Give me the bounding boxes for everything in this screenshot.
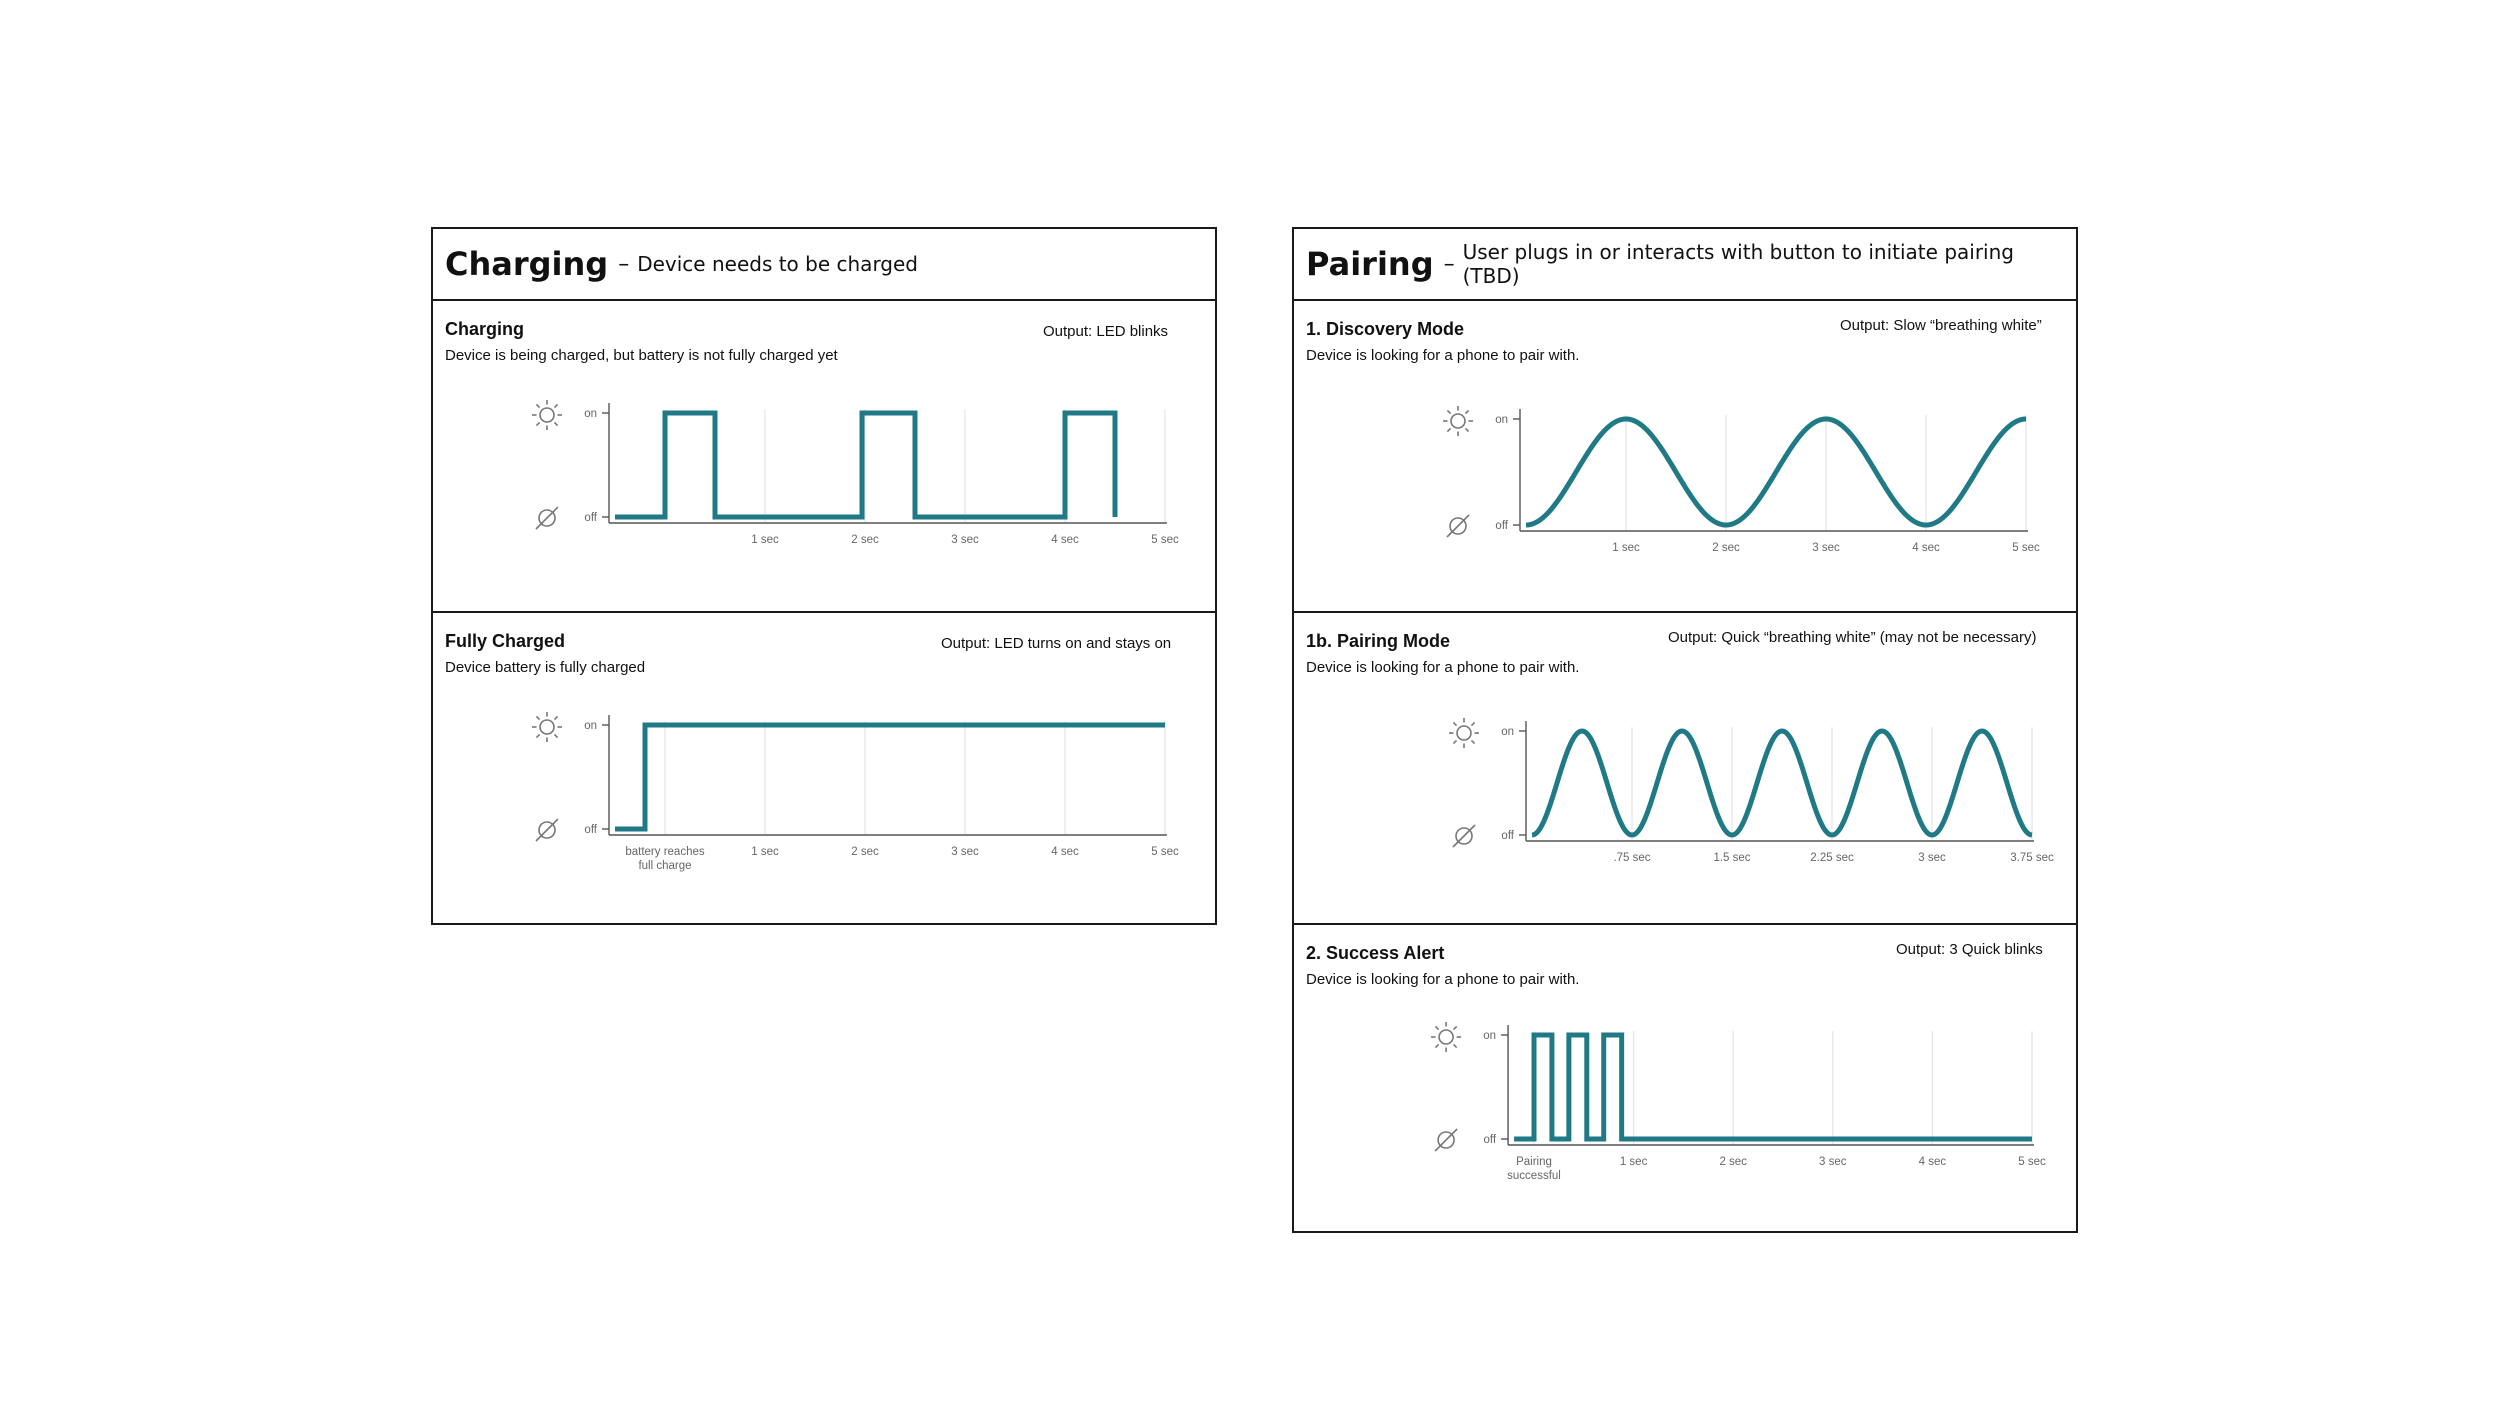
section-title: 2. Success Alert bbox=[1306, 943, 1445, 963]
pairing-mode-section bbox=[1294, 613, 2076, 925]
tick-label: successful bbox=[1507, 1170, 1561, 1182]
off-label: off bbox=[584, 824, 597, 836]
tick-label: 1 sec bbox=[751, 534, 779, 546]
tick-label: 4 sec bbox=[1051, 534, 1079, 546]
led-signal-line bbox=[1514, 1035, 2032, 1139]
tick-label: 3 sec bbox=[951, 846, 979, 858]
panel-title: Pairing bbox=[1306, 245, 1434, 283]
pairing-mode-chart bbox=[1294, 613, 2076, 923]
panel-subtitle: Device needs to be charged bbox=[637, 252, 919, 276]
success-alert-section bbox=[1294, 925, 2076, 1237]
section-description: Device is looking for a phone to pair with. bbox=[1306, 659, 1580, 676]
tick-label: 2 sec bbox=[1712, 542, 1740, 554]
section-output: Output: LED blinks bbox=[1043, 323, 1169, 340]
section-description: Device is looking for a phone to pair with. bbox=[1306, 347, 1580, 364]
tick-label: 4 sec bbox=[1912, 542, 1940, 554]
sun-icon bbox=[1431, 1022, 1461, 1052]
on-label: on bbox=[1495, 414, 1508, 426]
tick-label: .75 sec bbox=[1613, 852, 1651, 864]
sun-icon bbox=[1449, 718, 1479, 748]
charging-panel bbox=[431, 227, 1217, 925]
charging-chart bbox=[433, 301, 1215, 611]
led-signal-line bbox=[615, 725, 1165, 829]
success-alert-chart bbox=[1294, 925, 2076, 1235]
sun-icon bbox=[1443, 406, 1473, 436]
charging-panel-header bbox=[433, 229, 1215, 301]
section-output: Output: Quick “breathing white” (may not be necessary) bbox=[1668, 629, 2037, 646]
section-output: Output: Slow “breathing white” bbox=[1840, 317, 2042, 334]
tick-label: 3 sec bbox=[1918, 852, 1946, 864]
panel-subtitle: User plugs in or interacts with button to initiate pairing (TBD) bbox=[1462, 240, 2014, 288]
tick-label: 3.75 sec bbox=[2010, 852, 2054, 864]
section-output: Output: 3 Quick blinks bbox=[1896, 941, 2043, 958]
off-label: off bbox=[1483, 1134, 1497, 1146]
tick-label: 3 sec bbox=[1819, 1156, 1847, 1168]
off-label: off bbox=[584, 512, 597, 524]
discovery-mode-section bbox=[1294, 301, 2076, 613]
pairing-panel bbox=[1292, 227, 2078, 1233]
sun-icon bbox=[532, 400, 562, 430]
tick-label: 1 sec bbox=[1619, 1156, 1648, 1168]
off-circle-icon bbox=[1435, 1129, 1457, 1151]
tick-label: 3 sec bbox=[1812, 542, 1840, 554]
charging-section bbox=[433, 301, 1215, 613]
section-title: Fully Charged bbox=[445, 631, 566, 651]
off-circle-icon bbox=[1447, 515, 1469, 537]
tick-label: 1 sec bbox=[1612, 542, 1640, 554]
section-description: Device is looking for a phone to pair with. bbox=[1306, 971, 1580, 988]
tick-label: 2 sec bbox=[1719, 1156, 1747, 1168]
led-signal-line bbox=[1532, 731, 2032, 835]
section-title: 1. Discovery Mode bbox=[1306, 319, 1465, 339]
title-separator: – bbox=[1443, 251, 1455, 277]
on-label: on bbox=[1483, 1030, 1497, 1042]
tick-label: 2 sec bbox=[851, 534, 879, 546]
tick-label: 5 sec bbox=[1151, 846, 1179, 858]
tick-label: 4 sec bbox=[1051, 846, 1079, 858]
section-title: Charging bbox=[445, 319, 524, 339]
fully-charged-chart bbox=[433, 613, 1215, 923]
on-label: on bbox=[584, 408, 597, 420]
on-label: on bbox=[1501, 726, 1514, 738]
on-label: on bbox=[584, 720, 597, 732]
tick-label: 2 sec bbox=[851, 846, 879, 858]
tick-label: full charge bbox=[638, 860, 692, 872]
section-description: Device is being charged, but battery is not fully charged yet bbox=[445, 347, 838, 364]
fully-charged-section bbox=[433, 613, 1215, 925]
panel-title: Charging bbox=[445, 245, 609, 283]
off-circle-icon bbox=[1453, 825, 1475, 847]
tick-label: 5 sec bbox=[1151, 534, 1179, 546]
tick-label: 5 sec bbox=[2018, 1156, 2046, 1168]
sun-icon bbox=[532, 712, 562, 742]
off-label: off bbox=[1495, 520, 1508, 532]
tick-label: 1 sec bbox=[751, 846, 779, 858]
tick-label: 3 sec bbox=[951, 534, 979, 546]
off-circle-icon bbox=[536, 507, 558, 529]
tick-label: 5 sec bbox=[2012, 542, 2040, 554]
tick-label: 4 sec bbox=[1918, 1156, 1947, 1168]
discovery-mode-chart bbox=[1294, 301, 2076, 611]
title-separator: – bbox=[618, 251, 630, 277]
off-circle-icon bbox=[536, 819, 558, 841]
tick-label: battery reaches bbox=[625, 846, 705, 858]
section-output: Output: LED turns on and stays on bbox=[941, 635, 1172, 652]
tick-label: Pairing bbox=[1516, 1156, 1552, 1168]
led-signal-line bbox=[1526, 419, 2026, 525]
tick-label: 2.25 sec bbox=[1810, 852, 1854, 864]
section-description: Device battery is fully charged bbox=[445, 659, 646, 676]
off-label: off bbox=[1501, 830, 1514, 842]
section-title: 1b. Pairing Mode bbox=[1306, 631, 1451, 651]
pairing-panel-header bbox=[1294, 229, 2076, 301]
tick-label: 1.5 sec bbox=[1713, 852, 1751, 864]
